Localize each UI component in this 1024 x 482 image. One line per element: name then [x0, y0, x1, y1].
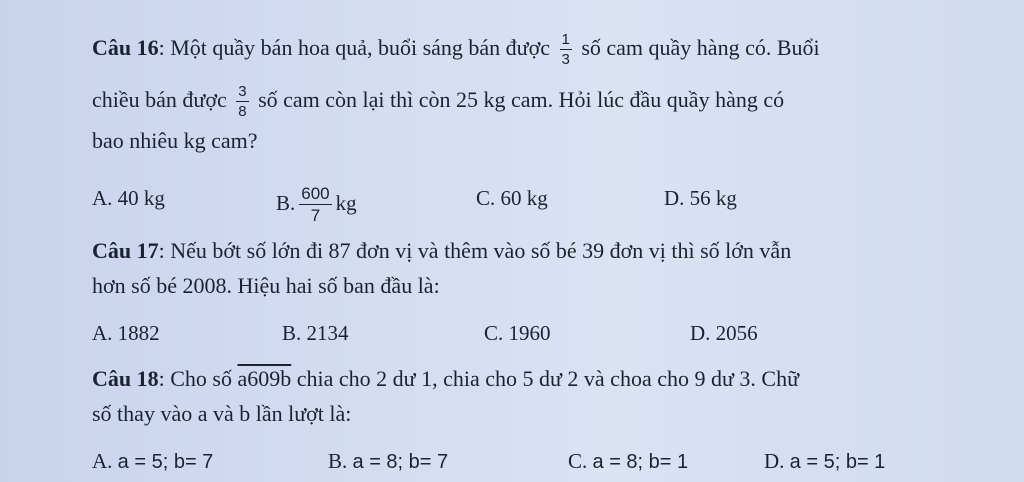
- q18-option-d[interactable]: D. a = 5; b= 1: [764, 449, 886, 473]
- q16-option-b-fraction: $\frac{600}{7}$: [301, 184, 330, 225]
- q16-text-3: chiều bán được: [92, 87, 227, 113]
- q17-label: Câu 17: [92, 238, 159, 263]
- q16-line-3: [92, 128, 258, 154]
- q17-option-b[interactable]: B. 2134: [282, 321, 349, 345]
- q16-option-a[interactable]: A. 40 kg: [92, 186, 165, 210]
- q16-text-2: số cam quầy hàng có. Buổi: [581, 35, 820, 61]
- q18-line-2: [92, 401, 351, 427]
- q16-text-1: : Một quầy bán hoa quả, buổi sáng bán được: [158, 35, 550, 61]
- q17-line-1: [92, 238, 791, 264]
- q18-text-3: số thay vào a và b lần lượt là:: [92, 401, 352, 426]
- q16-option-d[interactable]: D. 56 kg: [664, 186, 737, 210]
- q17-text-2: hơn số bé 2008. Hiệu hai số ban đầu là:: [92, 273, 440, 298]
- q18-number: a609b: [237, 366, 292, 391]
- q16-line-2: [92, 84, 784, 120]
- q16-label: Câu 16: [92, 35, 159, 61]
- q17-text-1: : Nếu bớt số lớn đi 87 đơn vị và thêm vào số bé 39 đơn vị thì số lớn vẫn: [158, 238, 792, 263]
- q16-option-c[interactable]: C. 60 kg: [476, 186, 548, 210]
- q17-option-d[interactable]: D. 2056: [690, 321, 758, 345]
- q17-option-c[interactable]: C. 1960: [484, 321, 551, 345]
- q18-line-1: [92, 366, 799, 392]
- q18-text-1: : Cho số: [158, 366, 232, 391]
- q18-option-b[interactable]: B. a = 8; b= 7: [328, 449, 449, 473]
- q18-option-c[interactable]: C. a = 8; b= 1: [568, 449, 689, 473]
- q18-text-2: chia cho 2 dư 1, chia cho 5 dư 2 và choa cho 9 dư 3. Chữ: [296, 366, 799, 391]
- q16-text-4: số cam còn lại thì còn 25 kg cam. Hỏi lúc đầu quầy hàng có: [258, 87, 785, 113]
- q16-fraction-1: $\frac{1}{3}$: [561, 31, 570, 68]
- q18-option-a[interactable]: A. a = 5; b= 7: [92, 449, 214, 473]
- q16-option-b[interactable]: B. $\frac{600}{7}$ kg: [276, 184, 357, 225]
- q16-text-5: bao nhiêu kg cam?: [92, 128, 258, 153]
- q16-line-1: [92, 32, 820, 68]
- q17-line-2: [92, 273, 440, 299]
- q16-fraction-2: $\frac{3}{8}$: [238, 83, 247, 120]
- q17-option-a[interactable]: A. 1882: [92, 321, 160, 345]
- q18-label: Câu 18: [92, 366, 159, 391]
